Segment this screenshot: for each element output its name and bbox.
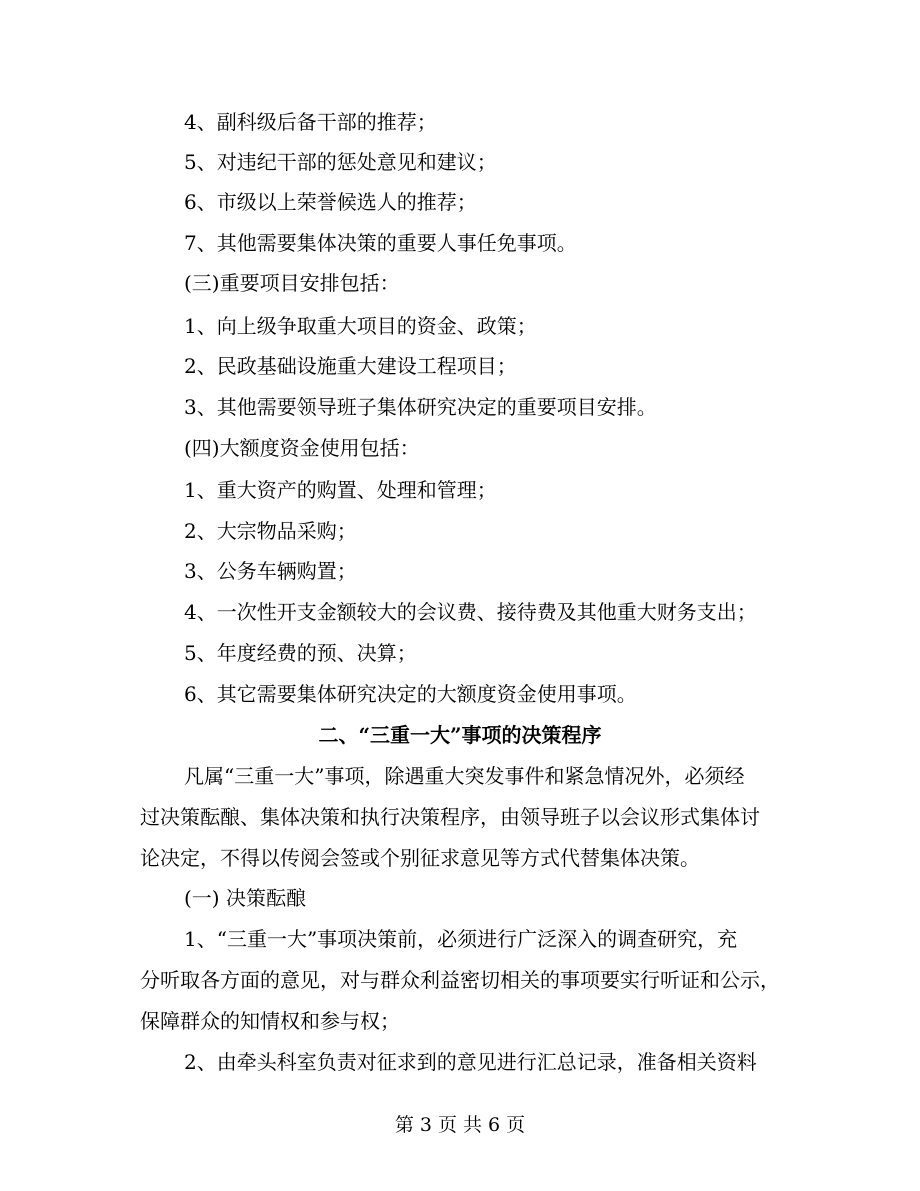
list-item: 3、公务车辆购置； [184, 559, 357, 583]
list-item: 1、重大资产的购置、处理和管理； [184, 478, 497, 502]
list-item: 2、民政基础设施重大建设工程项目； [184, 354, 517, 378]
page-number-footer: 第 3 页 共 6 页 [394, 1114, 526, 1136]
paragraph-line: 1、“三重一大”事项决策前，必须进行广泛深入的调查研究，充 [184, 927, 738, 951]
paragraph-line: 凡属“三重一大”事项，除遇重大突发事件和紧急情况外，必须经 [184, 764, 745, 788]
list-item: 6、其它需要集体研究决定的大额度资金使用事项。 [184, 682, 637, 706]
list-item: 6、市级以上荣誉候选人的推荐； [184, 190, 477, 214]
paragraph-line: 2、由牵头科室负责对征求到的意见进行汇总记录，准备相关资料 [184, 1050, 757, 1074]
list-item: 5、年度经费的预、决算； [184, 641, 417, 665]
list-item: 4、副科级后备干部的推荐； [184, 110, 437, 134]
paragraph-line: 保障群众的知情权和参与权； [140, 1009, 400, 1033]
list-item: 4、一次性开支金额较大的会议费、接待费及其他重大财务支出； [184, 600, 757, 624]
subsection-heading: (一) 决策酝酿 [184, 886, 306, 910]
list-item: 7、其他需要集体决策的重要人事任免事项。 [184, 231, 577, 255]
paragraph-line: 论决定，不得以传阅会签或个别征求意见等方式代替集体决策。 [140, 846, 700, 870]
section-subheading: (四)大额度资金使用包括： [184, 436, 420, 460]
list-item: 2、大宗物品采购； [184, 519, 357, 543]
list-item: 5、对违纪干部的惩处意见和建议； [184, 150, 497, 174]
list-item: 1、向上级争取重大项目的资金、政策； [184, 314, 537, 338]
section-subheading: (三)重要项目安排包括： [184, 271, 400, 295]
list-item: 3、其他需要领导班子集体研究决定的重要项目安排。 [184, 395, 657, 419]
paragraph-line: 过决策酝酿、集体决策和执行决策程序，由领导班子以会议形式集体讨 [140, 805, 760, 829]
section-heading: 二、“三重一大”事项的决策程序 [318, 723, 602, 747]
paragraph-line: 分听取各方面的意见，对与群众利益密切相关的事项要实行听证和公示， [140, 968, 780, 992]
